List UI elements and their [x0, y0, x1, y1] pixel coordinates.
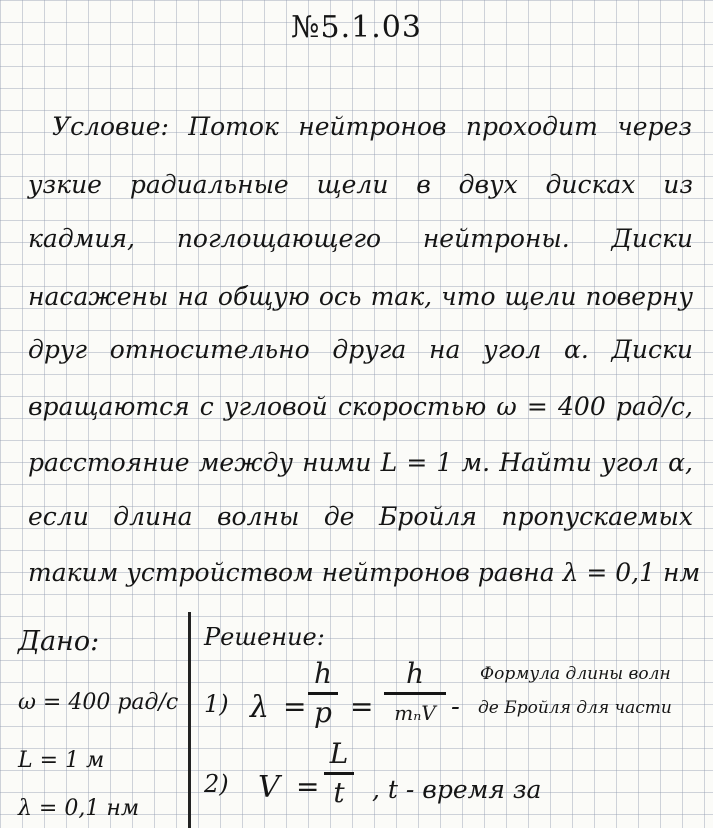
formula-note-line-1: Формула длины волн — [480, 664, 671, 684]
fraction-bar — [384, 692, 446, 695]
condition-line-6: вращаются с угловой скоростью ω = 400 рад/с, — [28, 392, 693, 421]
fraction-h-over-p — [308, 658, 338, 729]
condition-line-2: узкие радиальные щели в двух дисках из — [28, 170, 693, 199]
fraction-bar — [308, 692, 338, 695]
given-length: L = 1 м — [18, 748, 105, 773]
formula-equals-1: = — [283, 690, 307, 723]
condition-line-9: таким устройством нейтронов равна λ = 0,1 нм — [28, 558, 701, 587]
formula-equals-3: = — [296, 770, 320, 803]
condition-line-5: друг относительно друга на угол α. Диски — [28, 335, 693, 364]
fraction-denominator: mₙV — [394, 701, 436, 725]
formula-dash: - — [451, 692, 460, 722]
fraction-h-over-mv — [384, 658, 446, 729]
fraction-denominator: t — [333, 776, 345, 809]
fraction-denominator: p — [314, 696, 332, 729]
step-1-number: 1) — [204, 690, 229, 718]
condition-line-3: кадмия, поглощающего нейтроны. Диски — [28, 224, 693, 253]
fraction-numerator: h — [313, 657, 333, 690]
fraction-numerator: h — [405, 657, 425, 690]
fraction-numerator: L — [329, 737, 349, 770]
given-divider — [188, 612, 191, 828]
formula-lambda: λ — [250, 690, 270, 725]
formula-equals-2: = — [350, 690, 374, 723]
fraction-l-over-t — [324, 738, 354, 809]
formula-velocity: V — [258, 770, 280, 805]
condition-line-7: расстояние между ними L = 1 м. Найти угол α, — [28, 448, 693, 477]
fraction-bar — [324, 772, 354, 775]
condition-line-1: Условие: Поток нейтронов проходит через — [52, 112, 692, 141]
given-wavelength: λ = 0,1 нм — [18, 796, 140, 821]
formula-note-line-2: де Бройля для части — [478, 698, 672, 718]
given-omega: ω = 400 рад/с — [18, 690, 179, 715]
formula-time-text: , t - время за — [372, 775, 542, 804]
condition-line-8: если длина волны де Бройля пропускаемых — [28, 502, 693, 531]
given-title: Дано: — [18, 626, 100, 657]
problem-number: №5.1.03 — [291, 10, 422, 45]
condition-line-4: насажены на общую ось так, что щели поверну — [28, 282, 693, 311]
solution-title: Решение: — [204, 623, 325, 651]
step-2-number: 2) — [204, 770, 229, 798]
